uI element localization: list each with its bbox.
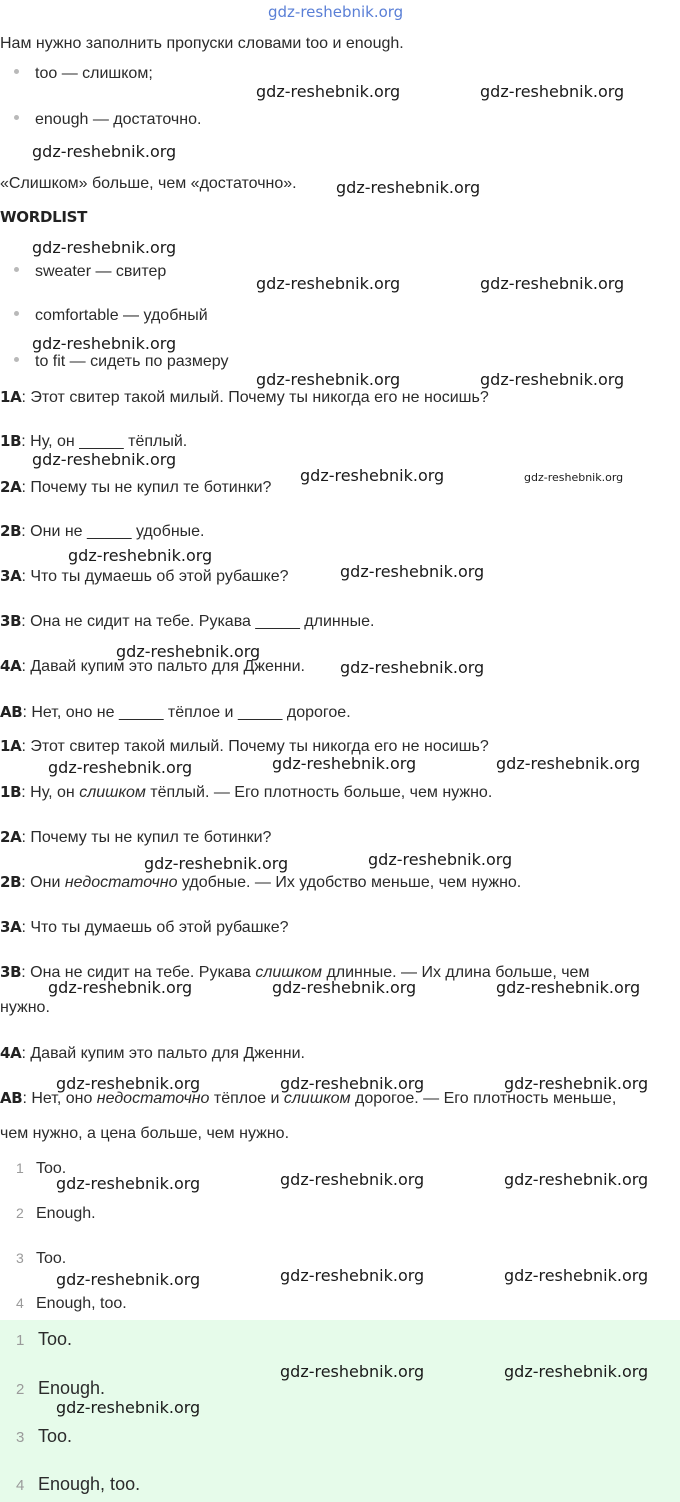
wordlist-item: comfortable — удобный	[14, 306, 208, 326]
bullet-icon	[14, 357, 19, 362]
exercise-line: 4A: Давай купим это пальто для Дженни.	[0, 657, 305, 675]
watermark: gdz-reshebnik.org	[48, 758, 193, 777]
watermark-top: gdz-reshebnik.org	[268, 3, 404, 21]
exercise-line: 2A: Почему ты не купил те ботинки?	[0, 478, 272, 496]
watermark: gdz-reshebnik.org	[32, 142, 177, 161]
watermark: gdz-reshebnik.org	[56, 1174, 201, 1193]
watermark: gdz-reshebnik.org	[300, 466, 445, 485]
exercise-line: 2B: Они не _____ удобные.	[0, 522, 205, 540]
final-answer-item: 2 Enough.	[16, 1378, 106, 1398]
exercise-line: 3B: Она не сидит на тебе. Рукава _____ длинные.	[0, 612, 375, 630]
exercise-line: 1B: Ну, он _____ тёплый.	[0, 432, 188, 450]
watermark: gdz-reshebnik.org	[496, 754, 641, 773]
answer-line: 2A: Почему ты не купил те ботинки?	[0, 828, 272, 846]
watermark: gdz-reshebnik.org	[48, 978, 193, 997]
bullet-icon	[14, 311, 19, 316]
answer-line: 2B: Они недостаточно удобные. — Их удобство меньше, чем нужно.	[0, 873, 522, 891]
answer-line: 4A: Давай купим это пальто для Дженни.	[0, 1044, 305, 1062]
short-answer-item: 2 Enough.	[16, 1205, 96, 1222]
watermark: gdz-reshebnik.org	[256, 82, 401, 101]
watermark: gdz-reshebnik.org	[68, 546, 213, 565]
watermark: gdz-reshebnik.org	[256, 274, 401, 293]
watermark: gdz-reshebnik.org	[256, 370, 401, 389]
watermark: gdz-reshebnik.org	[504, 1170, 649, 1189]
watermark: gdz-reshebnik.org	[56, 1398, 201, 1417]
answer-line-cont: чем нужно, а цена больше, чем нужно.	[0, 1125, 290, 1142]
bullet-icon	[14, 69, 19, 74]
watermark: gdz-reshebnik.org	[280, 1074, 425, 1093]
intro-text: Нам нужно заполнить пропуски словами too и enough.	[0, 35, 404, 52]
watermark: gdz-reshebnik.org	[32, 450, 177, 469]
definition-item: too — слишком;	[14, 64, 153, 84]
watermark: gdz-reshebnik.org	[340, 658, 485, 677]
watermark: gdz-reshebnik.org	[280, 1362, 425, 1381]
watermark: gdz-reshebnik.org	[524, 471, 624, 484]
watermark: gdz-reshebnik.org	[480, 274, 625, 293]
watermark: gdz-reshebnik.org	[32, 334, 177, 353]
watermark: gdz-reshebnik.org	[368, 850, 513, 869]
watermark: gdz-reshebnik.org	[496, 978, 641, 997]
watermark: gdz-reshebnik.org	[56, 1270, 201, 1289]
watermark: gdz-reshebnik.org	[480, 82, 625, 101]
watermark: gdz-reshebnik.org	[336, 178, 481, 197]
answer-line: 1B: Ну, он слишком тёплый. — Его плотность больше, чем нужно.	[0, 783, 493, 801]
short-answer-item: 1 Too.	[16, 1160, 67, 1177]
watermark: gdz-reshebnik.org	[504, 1362, 649, 1381]
watermark: gdz-reshebnik.org	[32, 238, 177, 257]
answer-line: AB: Нет, оно недостаточно тёплое и слишком дорогое. — Его плотность меньше,	[0, 1089, 617, 1107]
watermark: gdz-reshebnik.org	[56, 1074, 201, 1093]
short-answer-item: 3 Too.	[16, 1250, 67, 1267]
watermark: gdz-reshebnik.org	[116, 642, 261, 661]
note-text: «Слишком» больше, чем «достаточно».	[0, 175, 297, 192]
bullet-icon	[14, 267, 19, 272]
final-answer-item: 4 Enough, too.	[16, 1474, 141, 1494]
final-answer-item: 3 Too.	[16, 1426, 73, 1446]
wordlist-item: to fit — сидеть по размеру	[14, 352, 228, 372]
short-answer-item: 4 Enough, too.	[16, 1295, 127, 1312]
exercise-line: 1A: Этот свитер такой милый. Почему ты никогда его не носишь?	[0, 388, 489, 406]
bullet-icon	[14, 115, 19, 120]
answer-line: 3A: Что ты думаешь об этой рубашке?	[0, 918, 289, 936]
watermark: gdz-reshebnik.org	[504, 1074, 649, 1093]
watermark: gdz-reshebnik.org	[272, 754, 417, 773]
wordlist-title: WORDLIST	[0, 208, 88, 226]
watermark: gdz-reshebnik.org	[504, 1266, 649, 1285]
answer-line: 1A: Этот свитер такой милый. Почему ты никогда его не носишь?	[0, 737, 489, 755]
wordlist-item: sweater — свитер	[14, 262, 166, 282]
watermark: gdz-reshebnik.org	[480, 370, 625, 389]
watermark: gdz-reshebnik.org	[272, 978, 417, 997]
definition-item: enough — достаточно.	[14, 110, 201, 130]
watermark: gdz-reshebnik.org	[144, 854, 289, 873]
answer-line-cont: нужно.	[0, 999, 50, 1016]
watermark: gdz-reshebnik.org	[340, 562, 485, 581]
final-answer-item: 1 Too.	[16, 1329, 73, 1349]
answer-line: 3B: Она не сидит на тебе. Рукава слишком длинные. — Их длина больше, чем	[0, 963, 590, 981]
exercise-line: AB: Нет, оно не _____ тёплое и _____ дорогое.	[0, 703, 351, 721]
watermark: gdz-reshebnik.org	[280, 1266, 425, 1285]
exercise-line: 3A: Что ты думаешь об этой рубашке?	[0, 567, 289, 585]
watermark: gdz-reshebnik.org	[280, 1170, 425, 1189]
